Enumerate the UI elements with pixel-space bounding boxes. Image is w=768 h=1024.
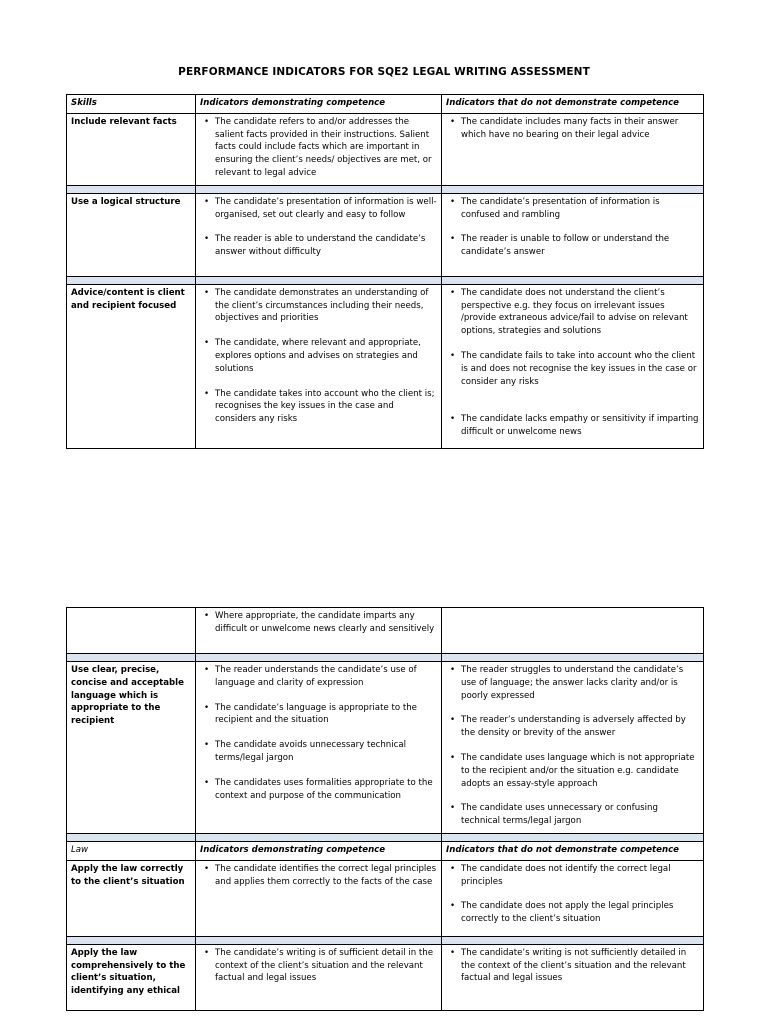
header-not-competent: Indicators that do not demonstrate competence (442, 842, 704, 861)
list-item: • The candidates uses formalities appropriate to the context and purpose of the communication (215, 777, 437, 803)
list-item: • The candidate identifies the correct legal principles and applies them correctly to the facts of the case (215, 863, 437, 889)
list-item: • The candidate’s writing is of sufficient detail in the context of the client’s situation and the relevant factual and legal issues (215, 947, 437, 985)
competent-cell (196, 944, 442, 1010)
header-skills: Skills (67, 95, 196, 114)
not-competent-cell (442, 608, 704, 654)
table-row (67, 193, 704, 276)
list-item: • The candidate lacks empathy or sensitivity if imparting difficult or unwelcome news (461, 413, 699, 439)
empty-skill-cell (67, 608, 196, 654)
law-header-row (67, 842, 704, 861)
skill-label: Include relevant facts (67, 113, 196, 185)
list-item: • Where appropriate, the candidate imparts any difficult or unwelcome news clearly and sensitively (215, 610, 437, 636)
list-item: • The reader’s understanding is adversely affected by the density or brevity of the answer (461, 714, 699, 740)
list-item: • The reader is unable to follow or understand the candidate’s answer (461, 233, 699, 259)
competent-cell (196, 284, 442, 448)
list-item: • The reader understands the candidate’s use of language and clarity of expression (215, 664, 437, 690)
skill-label: Apply the law comprehensively to the client’s situation, identifying any ethical (67, 944, 196, 1010)
competent-cell (196, 662, 442, 834)
table-row (67, 608, 704, 654)
list-item: • The reader struggles to understand the candidate’s use of language; the answer lacks clarity and/or is poorly expressed (461, 664, 699, 702)
list-item: • The candidate does not understand the client’s perspective e.g. they focus on irrelevant issues /provide extraneous advice/fail to advise on relevant options, strategies and solutions (461, 287, 699, 338)
skill-label: Advice/content is client and recipient focused (67, 284, 196, 448)
indicators-table-1 (66, 94, 704, 449)
competent-cell (196, 608, 442, 654)
competent-cell (196, 113, 442, 185)
table-row (67, 662, 704, 834)
list-item: • The candidate uses unnecessary or confusing technical terms/legal jargon (461, 802, 699, 828)
list-item: • The candidate fails to take into account who the client is and does not recognise the key issues in the case or consider any risks (461, 350, 699, 388)
table-header-row (67, 95, 704, 114)
indicators-table-2 (66, 607, 704, 1011)
separator-row (67, 936, 704, 944)
not-competent-cell (442, 860, 704, 936)
list-item: • The candidate’s language is appropriate to the recipient and the situation (215, 702, 437, 728)
header-law: Law (67, 842, 196, 861)
not-competent-cell (442, 193, 704, 276)
header-competent: Indicators demonstrating competence (196, 842, 442, 861)
list-item: • The candidate does not identify the correct legal principles (461, 863, 699, 889)
not-competent-cell (442, 944, 704, 1010)
list-item: • The candidate, where relevant and appropriate, explores options and advises on strategies and solutions (215, 337, 437, 375)
list-item: • The candidate demonstrates an understanding of the client’s circumstances including their needs, objectives and priorities (215, 287, 437, 325)
table-row (67, 284, 704, 448)
competent-cell (196, 860, 442, 936)
not-competent-cell (442, 284, 704, 448)
separator-row (67, 185, 704, 193)
list-item: • The candidate takes into account who the client is; recognises the key issues in the case and considers any risks (215, 388, 437, 426)
list-item: • The candidate does not apply the legal principles correctly to the client’s situation (461, 900, 699, 926)
header-not-competent: Indicators that do not demonstrate competence (442, 95, 704, 114)
competent-cell (196, 193, 442, 276)
skill-label: Use clear, precise, concise and acceptable language which is appropriate to the recipient (67, 662, 196, 834)
list-item: • The candidate includes many facts in their answer which have no bearing on their legal advice (461, 116, 699, 142)
table-row (67, 113, 704, 185)
list-item: • The candidate uses language which is not appropriate to the recipient and/or the situation e.g. candidate adopts an essay-style approach (461, 752, 699, 790)
not-competent-cell (442, 113, 704, 185)
list-item: • The candidate’s presentation of information is confused and rambling (461, 196, 699, 222)
skill-label: Use a logical structure (67, 193, 196, 276)
list-item: • The candidate avoids unnecessary technical terms/legal jargon (215, 739, 437, 765)
separator-row (67, 276, 704, 284)
separator-row (67, 834, 704, 842)
document-title: PERFORMANCE INDICATORS FOR SQE2 LEGAL WRITING ASSESSMENT (178, 66, 590, 78)
header-competent: Indicators demonstrating competence (196, 95, 442, 114)
list-item: • The candidate refers to and/or addresses the salient facts provided in their instructions. Salient facts could include facts which are important in ensuring the client’s needs/ objectives are met, or relevant to legal advice (215, 116, 437, 180)
skill-label: Apply the law correctly to the client’s situation (67, 860, 196, 936)
table-row (67, 944, 704, 1010)
list-item: • The candidate’s writing is not sufficiently detailed in the context of the client’s situation and the relevant factual and legal issues (461, 947, 699, 985)
separator-row (67, 654, 704, 662)
not-competent-cell (442, 662, 704, 834)
table-row (67, 860, 704, 936)
list-item: • The reader is able to understand the candidate’s answer without difficulty (215, 233, 437, 259)
list-item: • The candidate’s presentation of information is well-organised, set out clearly and easy to follow (215, 196, 437, 222)
